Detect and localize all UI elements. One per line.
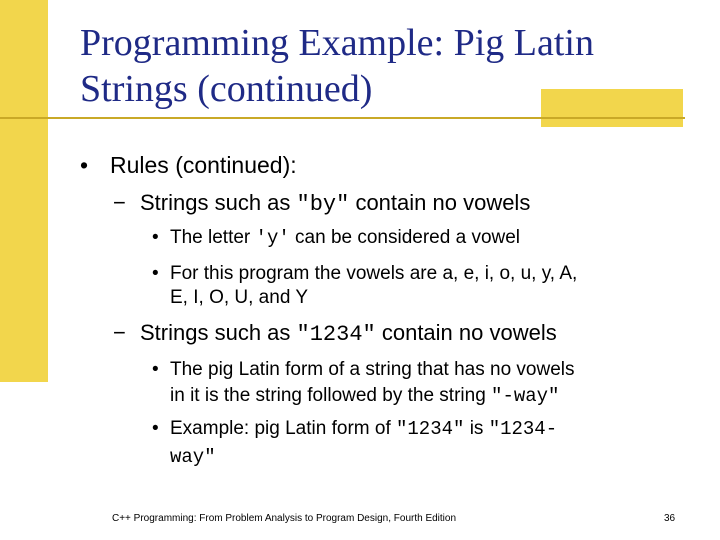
bullet-marker: • bbox=[152, 359, 159, 380]
rules-heading-text: Rules (continued): bbox=[110, 152, 297, 178]
slide-title bbox=[80, 20, 700, 112]
rule-num-post: contain no vowels bbox=[375, 320, 557, 345]
footer-page-number: 36 bbox=[664, 513, 676, 524]
rule-num-pre: Strings such as bbox=[140, 320, 297, 345]
bullet-marker: • bbox=[152, 418, 159, 439]
rule-ex-mid: is bbox=[464, 418, 489, 439]
rule-pig-code: "-way" bbox=[491, 385, 560, 407]
rule-y-pre: The letter bbox=[170, 227, 256, 248]
rule-ex-code-2: "1234- bbox=[488, 418, 558, 440]
rule-y-code: 'y' bbox=[255, 227, 290, 249]
rule-y-post: can be considered a vowel bbox=[289, 227, 521, 248]
rule-pig-pre: in it is the string followed by the string bbox=[170, 385, 492, 406]
rule-vowels-line-1: For this program the vowels are a, e, i, o, u, y, A, bbox=[170, 263, 578, 284]
title-line-2: Strings (continued) bbox=[80, 68, 373, 110]
dash-marker: − bbox=[113, 190, 126, 215]
bullet-marker: • bbox=[152, 227, 159, 248]
title-line-1: Programming Example: Pig Latin bbox=[80, 22, 594, 64]
left-accent-bar bbox=[0, 0, 48, 382]
rule-by-code: "by" bbox=[296, 192, 350, 217]
rule-by-post: contain no vowels bbox=[349, 190, 531, 215]
rule-pig-line-2 bbox=[170, 385, 559, 407]
footer-book-title: C++ Programming: From Problem Analysis to Program Design, Fourth Edition bbox=[112, 513, 457, 524]
rule-by-pre: Strings such as bbox=[140, 190, 297, 215]
rule-example-line-1 bbox=[170, 418, 557, 440]
rule-by bbox=[140, 190, 530, 217]
rule-ex-pre: Example: pig Latin form of bbox=[170, 418, 396, 439]
rule-num-code: "1234" bbox=[296, 322, 376, 347]
rule-vowels-line-2: E, I, O, U, and Y bbox=[170, 287, 308, 308]
rule-example-line-2: way" bbox=[170, 446, 216, 468]
rule-numbers bbox=[140, 320, 557, 347]
dash-marker: − bbox=[113, 320, 126, 345]
bullet-marker: • bbox=[152, 263, 159, 284]
rule-y-vowel bbox=[170, 227, 520, 249]
title-underline-rule bbox=[0, 117, 685, 119]
rule-pig-line-1: The pig Latin form of a string that has no vowels bbox=[170, 359, 575, 380]
bullet-marker: • bbox=[80, 152, 89, 178]
rule-ex-code-1: "1234" bbox=[396, 418, 465, 440]
rules-heading bbox=[110, 152, 297, 179]
